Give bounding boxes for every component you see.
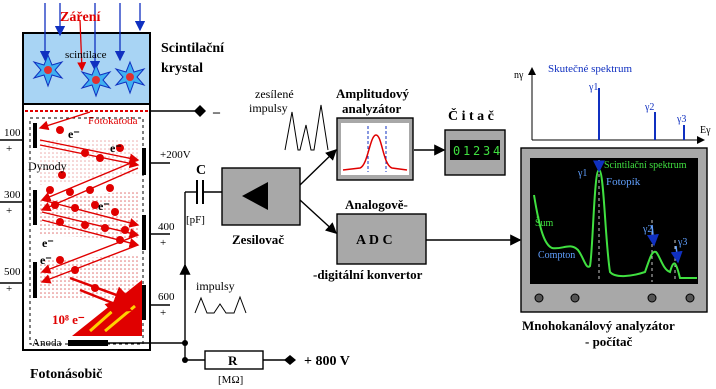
mca-screen-title: Scintilační spektrum <box>604 160 687 171</box>
pulses-label: impulsy <box>196 279 235 293</box>
gain-label: 10⁸ e⁻ <box>52 312 85 327</box>
true-spectrum-y-axis: nγ <box>514 70 524 81</box>
voltage-200: +200V <box>160 149 191 161</box>
mca-fotopik: Fotopík <box>606 176 641 188</box>
amplifier <box>222 168 300 225</box>
voltage-100: 100 <box>4 127 21 139</box>
amplified-pulses-label-1: zesílené <box>255 87 294 101</box>
anode-pin <box>68 340 108 346</box>
amplitude-analyzer-label-1: Amplitudový <box>336 86 409 101</box>
dynodes-label: Dynody <box>28 159 67 173</box>
electron-label-3: e⁻ <box>98 199 110 213</box>
voltage-300: 300 <box>4 189 21 201</box>
voltage-600: 600 <box>158 291 175 303</box>
mca-g1: γ1 <box>578 168 588 179</box>
counter-display <box>453 144 500 158</box>
resistor-label: R <box>228 353 238 368</box>
true-spectrum-g2: γ2 <box>645 102 655 113</box>
adc-box-label: A D C <box>356 233 393 248</box>
amplitude-analyzer <box>337 118 413 180</box>
radiation-label: Záření <box>60 10 101 25</box>
mca-label-2: - počítač <box>585 334 633 349</box>
amplitude-analyzer-label-2: analyzátor <box>342 101 402 116</box>
amplifier-label: Zesilovač <box>232 232 284 247</box>
capacitor-unit: [pF] <box>186 214 205 226</box>
adc-subtitle: -digitální konvertor <box>313 267 423 282</box>
mca-compton: Compton <box>538 250 576 261</box>
voltage-600-plus: + <box>160 307 167 319</box>
mca-g3: γ3 <box>678 237 688 248</box>
photomultiplier-label: Fotonásobič <box>30 367 103 382</box>
photocathode-label: Fotokatoda <box>88 115 138 127</box>
resistor-unit: [MΩ] <box>218 374 244 386</box>
counter-digit: 3 <box>483 144 491 158</box>
electron-label-5: e⁻ <box>40 253 52 267</box>
counter-label: Č i t a č <box>448 109 494 124</box>
electron-label-2: e⁻ <box>110 141 122 155</box>
mca-label-1: Mnohokanálový analyzátor <box>522 318 675 333</box>
voltage-500-plus: + <box>6 283 13 295</box>
electron-label-1: e⁻ <box>68 127 80 141</box>
capacitor <box>197 180 203 204</box>
electron-label-4: e⁻ <box>42 236 54 250</box>
mca-g2: γ2 <box>643 224 653 235</box>
capacitor-label: C <box>196 163 207 178</box>
anode-label: Anoda <box>32 337 62 349</box>
adc-title: Analogově- <box>345 197 408 212</box>
counter-digit: 4 <box>493 144 501 158</box>
true-spectrum-chart <box>532 68 704 140</box>
supply-label: + 800 V <box>304 354 350 369</box>
counter-digit: 1 <box>463 144 471 158</box>
scintillation-crystal-title-1: Scintilační <box>161 41 225 56</box>
mca-sum: Šum <box>535 218 554 229</box>
photocathode-minus: – <box>213 105 220 120</box>
small-pulses-icon <box>195 297 246 313</box>
true-spectrum-title: Skutečné spektrum <box>548 63 633 75</box>
counter-digit: 0 <box>453 144 461 158</box>
voltage-400: 400 <box>158 221 175 233</box>
voltage-100-plus: + <box>6 143 13 155</box>
amplified-pulses-icon <box>285 105 328 150</box>
true-spectrum-g1: γ1 <box>589 82 599 93</box>
voltage-300-plus: + <box>6 205 13 217</box>
voltage-500: 500 <box>4 266 21 278</box>
amplified-pulses-label-2: impulsy <box>249 101 288 115</box>
mca-monitor <box>521 148 707 312</box>
scintillation-crystal-title-2: krystal <box>161 61 203 76</box>
true-spectrum-x-axis: Eγ <box>700 125 711 136</box>
voltage-400-plus: + <box>160 237 167 249</box>
counter-digit: 2 <box>473 144 481 158</box>
scintillation-label: scintilace <box>65 49 107 61</box>
true-spectrum-g3: γ3 <box>677 114 687 125</box>
